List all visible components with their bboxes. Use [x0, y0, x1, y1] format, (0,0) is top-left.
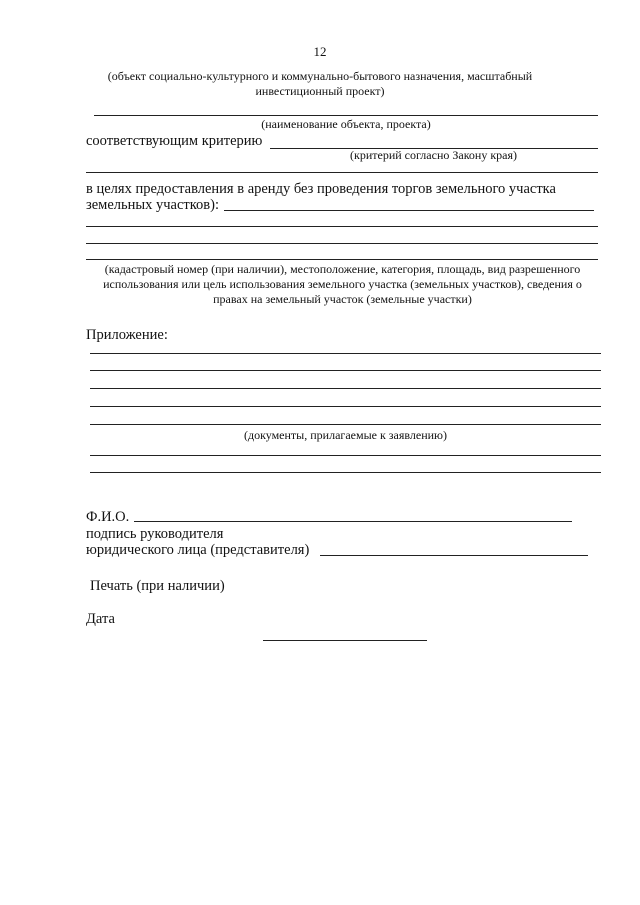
appendix-line-1[interactable] [90, 353, 601, 354]
criterion-line-2[interactable] [86, 172, 598, 173]
sign-label-line1: подпись руководителя [86, 526, 224, 542]
sign-line[interactable] [320, 555, 588, 556]
appendix-label: Приложение: [86, 327, 168, 343]
land-caption-line3: правах на земельный участок (земельные участки) [213, 292, 472, 306]
appendix-line-3[interactable] [90, 388, 601, 389]
criterion-caption: (критерий согласно Закону края) [350, 148, 518, 162]
appendix-line-5[interactable] [90, 424, 601, 425]
land-caption-line2: использования или цель использования земельного участка (земельных участков), сведения о [103, 277, 582, 291]
date-line[interactable] [263, 640, 427, 641]
object-name-line[interactable] [94, 115, 598, 116]
criterion-label: соответствующим критерию [86, 133, 263, 149]
purpose-line2: земельных участков): [86, 197, 220, 213]
land-caption-line1: (кадастровый номер (при наличии), местоположение, категория, площадь, вид разрешенного [104, 262, 581, 276]
land-line-2[interactable] [86, 226, 598, 227]
land-line-3[interactable] [86, 243, 598, 244]
fio-label: Ф.И.О. [86, 509, 130, 525]
appendix-line-7[interactable] [90, 472, 601, 473]
object-name-caption: (наименование объекта, проекта) [261, 117, 431, 131]
appendix-line-6[interactable] [90, 455, 601, 456]
land-line-4[interactable] [86, 259, 598, 260]
sign-label-line2: юридического лица (представителя) [86, 542, 310, 558]
page-number: 12 [313, 44, 327, 59]
purpose-line1: в целях предоставления в аренду без проведения торгов земельного участка [86, 181, 556, 197]
fio-line[interactable] [134, 521, 572, 522]
header-caption-line2: инвестиционный проект) [255, 84, 385, 98]
date-label: Дата [86, 611, 115, 627]
header-caption-line1: (объект социально-культурного и коммунально-бытового назначения, масштабный [107, 69, 533, 83]
appendix-line-4[interactable] [90, 406, 601, 407]
stamp-label: Печать (при наличии) [90, 578, 225, 594]
land-line-1[interactable] [224, 210, 594, 211]
documents-caption: (документы, прилагаемые к заявлению) [243, 428, 447, 442]
appendix-line-2[interactable] [90, 370, 601, 371]
